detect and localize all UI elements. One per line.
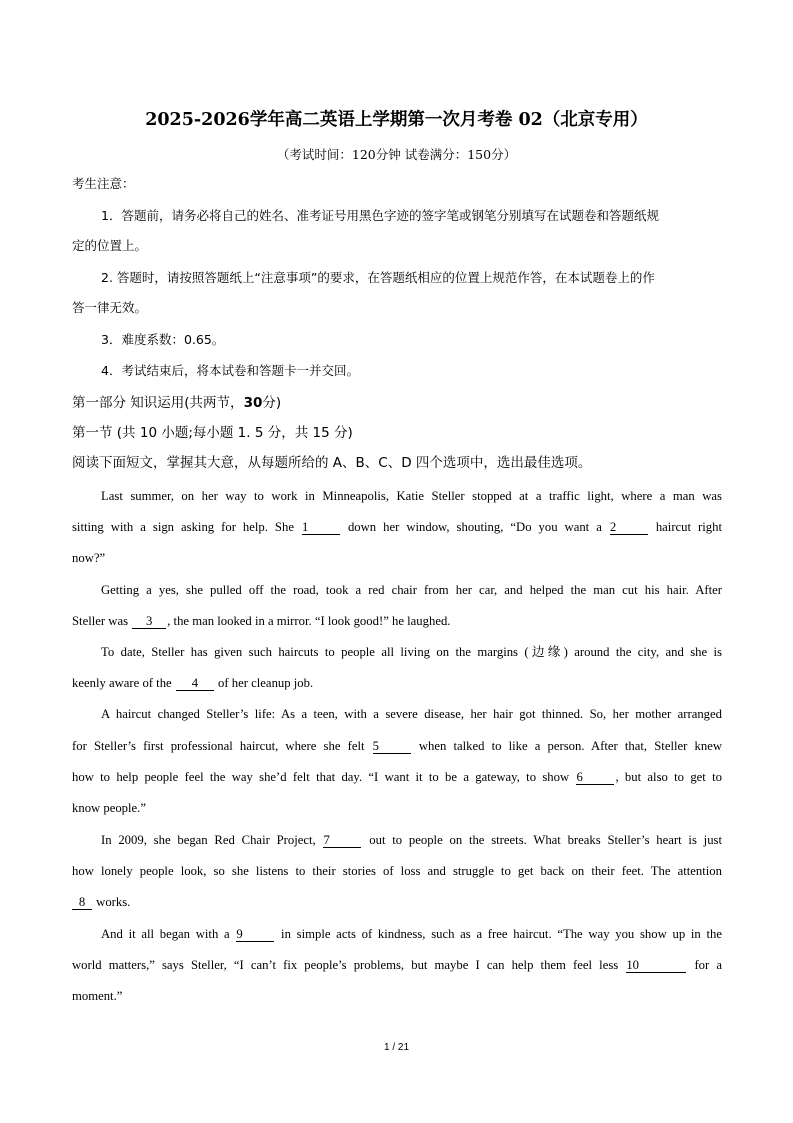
part1-heading: [72, 393, 722, 413]
notice-item-2-line-2: 答一律无效。: [72, 300, 148, 315]
text-segment: , but also to get to: [615, 770, 722, 784]
passage-p2-line-1: Getting a yes, she pulled off the road, took a red chair from her car, and helped the man cut his hair. After: [101, 583, 722, 597]
passage-p4-line-1: A haircut changed Steller’s life: As a teen, with a severe disease, her hair got thinned. So, her mother arranged: [101, 707, 722, 721]
text-segment: keenly aware of the: [72, 676, 175, 690]
passage-p6-line-2: [72, 955, 722, 975]
passage-p6-line-3: moment.”: [72, 989, 123, 1003]
text-segment: world matters,” says Steller, “I can’t fix people’s problems, but maybe I can help them feel less: [72, 958, 626, 972]
passage-p3-line-1: To date, Steller has given such haircuts to people all living on the margins (边缘) around the city, and she is: [101, 645, 722, 659]
passage-p1-line-1: Last summer, on her way to work in Minneapolis, Katie Steller stopped at a traffic light, where a man was: [101, 489, 722, 503]
part1-heading-text: 第一部分 知识运用(共两节，: [72, 395, 244, 411]
passage-p4-line-4: know people.”: [72, 801, 146, 815]
page-number: 1 / 21: [383, 1042, 410, 1053]
text-segment: , the man looked in a mirror. “I look good!” he laughed.: [167, 614, 451, 628]
text-segment: And it all began with a: [101, 927, 236, 941]
text-segment: Steller was: [72, 614, 132, 628]
text-segment: down her window, shouting, “Do you want a: [340, 520, 609, 534]
passage-p5-line-3: [72, 892, 722, 912]
passage-p2-line-2: [72, 611, 722, 631]
notice-item-4: 4．考试结束后，将本试卷和答题卡一并交回。: [101, 363, 359, 378]
text-segment: works.: [93, 895, 131, 909]
text-segment: of her cleanup job.: [214, 676, 314, 690]
text-segment: In 2009, she began Red Chair Project,: [101, 833, 323, 847]
passage-p4-line-2: [72, 736, 722, 756]
section1-heading: 第一节 (共 10 小题;每小题 1. 5 分，共 15 分): [72, 425, 353, 441]
notice-item-2-line-1: 2. 答题时，请按照答题纸上“注意事项”的要求，在答题纸相应的位置上规范作答，在本试题卷上的作: [101, 270, 655, 285]
text-segment: out to people on the streets. What breaks Steller’s heart is just: [362, 833, 723, 847]
passage-p6-line-1: [101, 924, 722, 944]
blank-10: 10: [626, 959, 686, 973]
text-segment: in simple acts of kindness, such as a free haircut. “The way you show up in the: [275, 927, 722, 941]
text-segment: when talked to like a person. After that, Steller knew: [411, 739, 722, 753]
part1-heading-suffix: 分): [262, 395, 282, 411]
section1-instruction: 阅读下面短文，掌握其大意，从每题所给的 A、B、C、D 四个选项中，选出最佳选项。: [72, 455, 592, 471]
text-segment: for Steller’s first professional haircut, where she felt: [72, 739, 372, 753]
text-segment: for a: [687, 958, 722, 972]
blank-8: 8: [72, 896, 92, 910]
passage-p5-line-1: [101, 830, 722, 850]
text-segment: haircut right: [648, 520, 722, 534]
page-title: 2025-2026学年高二英语上学期第一次月考卷 02（北京专用）: [145, 110, 648, 130]
passage-p3-line-2: [72, 673, 722, 693]
blank-6: 6: [576, 771, 614, 785]
text-segment: how to help people feel the way she’d felt that day. “I want it to be a gateway, to show: [72, 770, 576, 784]
blank-7: 7: [323, 834, 361, 848]
part1-points: 30: [243, 395, 263, 411]
passage-p1-line-3: now?”: [72, 551, 106, 565]
notice-item-3: 3．难度系数：0.65。: [101, 332, 225, 347]
text-segment: sitting with a sign asking for help. She: [72, 520, 301, 534]
notice-item-1-line-2: 定的位置上。: [72, 238, 148, 253]
blank-5: 5: [373, 740, 411, 754]
blank-4: 4: [176, 677, 214, 691]
notice-heading: 考生注意：: [72, 176, 135, 191]
blank-3: 3: [132, 615, 166, 629]
blank-9: 9: [236, 928, 274, 942]
blank-2: 2: [610, 521, 648, 535]
passage-p5-line-2: how lonely people look, so she listens to their stories of loss and struggle to get back on their feet. The attention: [72, 864, 722, 878]
notice-item-1-line-1: 1．答题前，请务必将自己的姓名、准考证号用黑色字迹的签字笔或钢笔分别填写在试题卷和答题纸规: [101, 208, 659, 223]
passage-p1-line-2: [72, 517, 722, 537]
blank-1: 1: [302, 521, 340, 535]
exam-time-info: （考试时间：120分钟 试卷满分：150分）: [276, 147, 517, 162]
passage-p4-line-3: [72, 767, 722, 787]
